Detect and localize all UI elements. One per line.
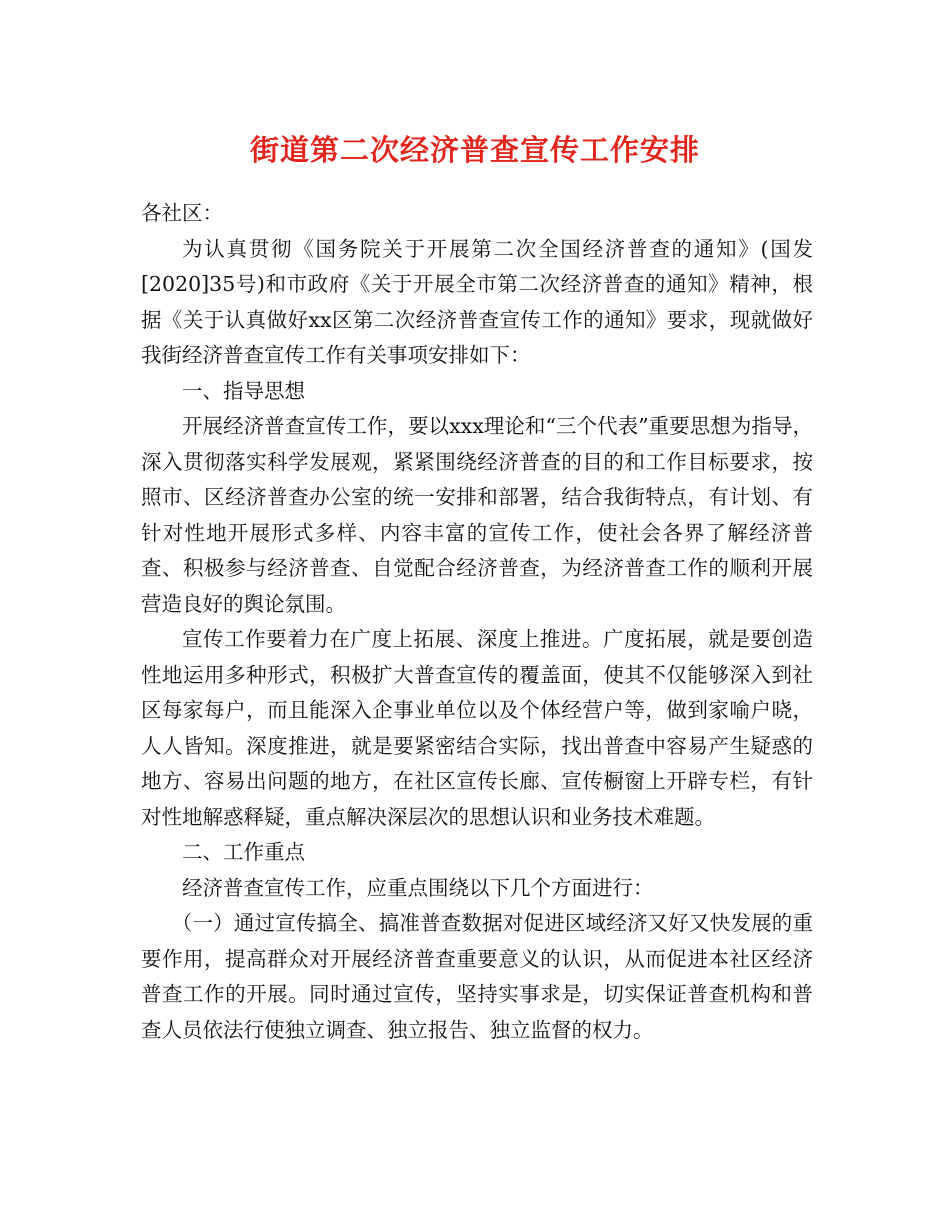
document-title: 街道第二次经济普查宣传工作安排 [249, 133, 700, 167]
work-focus-intro-paragraph: 经济普查宣传工作，应重点围绕以下几个方面进行： [182, 875, 654, 900]
section-heading-guiding-ideology: 一、指导思想 [182, 378, 305, 403]
guiding-ideology-paragraph: 开展经济普查宣传工作，要以xxx理论和“三个代表”重要思想为指导，深入贯彻落实科学发展观，紧紧围绕经济普查的目的和工作目标要求，按照市、区经济普查办公室的统一安排和部署，结合我街特点，有计划、有针对性地开展形式多样、内容丰富的宣传工作，使社会各界了解经济普查、积极参与经济普查、自觉配合经济普查，为经济普查工作的顺利开展营造良好的舆论氛围。 [141, 414, 813, 616]
section-heading-work-focus: 二、工作重点 [182, 840, 305, 864]
work-focus-item-1: （一）通过宣传搞全、搞准普查数据对促进区域经济又好又快发展的重要作用，提高群众对开展经济普查重要意义的认识，从而促进本社区经济普查工作的开展。同时通过宣传，坚持实事求是，切实保证普查机构和普查人员依法行使独立调查、独立报告、独立监督的权力。 [141, 911, 813, 1042]
intro-paragraph: 为认真贯彻《国务院关于开展第二次全国经济普查的通知》(国发[2020]35号)和市政府《关于开展全市第二次经济普查的通知》精神，根据《关于认真做好xx区第二次经济普查宣传工作的通知》要求，现就做好我街经济普查宣传工作有关事项安排如下： [141, 236, 813, 367]
document-body [141, 196, 813, 1048]
publicity-scope-paragraph: 宣传工作要着力在广度上拓展、深度上推进。广度拓展，就是要创造性地运用多种形式，积极扩大普查宣传的覆盖面，使其不仅能够深入到社区每家每户，而且能深入企事业单位以及个体经营户等，做到家喻户晓，人人皆知。深度推进，就是要紧密结合实际，找出普查中容易产生疑惑的地方、容易出问题的地方，在社区宣传长廊、宣传橱窗上开辟专栏，有针对性地解惑释疑，重点解决深层次的思想认识和业务技术难题。 [141, 627, 813, 829]
salutation: 各社区： [141, 201, 223, 225]
